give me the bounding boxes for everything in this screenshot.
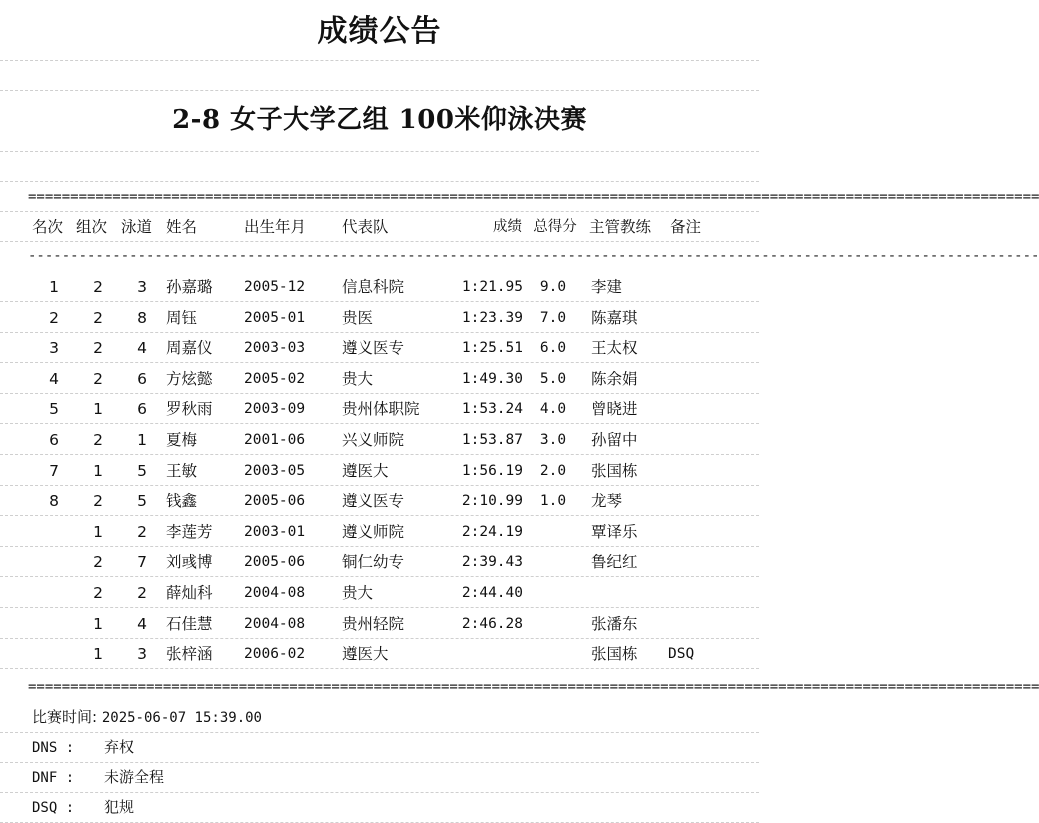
- cell-birth: 2004-08: [244, 615, 306, 632]
- cell-name: 钱鑫: [166, 492, 198, 511]
- cell-coach: 孙留中: [591, 431, 638, 449]
- match-time-label: 比赛时间:: [32, 708, 98, 726]
- cell-birth: 2004-08: [244, 585, 306, 601]
- cell-result: 1:25.51: [461, 340, 523, 357]
- cell-team: 贵医: [342, 308, 374, 327]
- separator: [0, 181, 759, 182]
- cell-birth: 2005-06: [244, 493, 306, 510]
- cell-name: 刘彧博: [166, 553, 213, 572]
- cell-name: 孙嘉璐: [166, 278, 213, 296]
- single-rule: ------------------------------------------------------------------------------------------------------------------------: [28, 248, 1039, 264]
- table-row: [0, 333, 759, 363]
- cell-team: 贵州轻院: [342, 614, 405, 633]
- cell-lane: 6: [137, 400, 147, 419]
- col-lane: 泳道: [121, 218, 153, 236]
- separator: [0, 60, 759, 61]
- cell-team: 遵义医专: [342, 339, 405, 358]
- table-row: [0, 303, 759, 333]
- col-rank: 名次: [32, 218, 64, 236]
- double-rule: ========================================================================================================================: [28, 189, 1039, 205]
- cell-birth: 2005-02: [244, 370, 306, 387]
- col-coach: 主管教练: [589, 218, 652, 236]
- cell-team: 贵大: [342, 369, 374, 388]
- page-title: 成绩公告: [317, 14, 442, 49]
- cell-coach: 张国栋: [591, 645, 638, 664]
- table-row: [0, 456, 759, 486]
- table-row: [0, 394, 759, 424]
- separator: [0, 762, 759, 763]
- cell-coach: 张国栋: [591, 461, 638, 480]
- col-result: 成绩: [493, 219, 522, 235]
- cell-lane: 6: [137, 369, 147, 388]
- separator: [0, 151, 759, 152]
- cell-result: 1:53.24: [461, 401, 523, 418]
- table-row: [0, 517, 759, 547]
- cell-points: 4.0: [539, 401, 567, 418]
- legend-item: [32, 794, 134, 820]
- cell-lane: 3: [137, 278, 147, 296]
- cell-name: 张梓涵: [166, 645, 213, 664]
- cell-points: 6.0: [539, 340, 567, 357]
- cell-result: 1:49.30: [461, 370, 523, 387]
- cell-rank: 4: [49, 369, 59, 388]
- table-row: [0, 425, 759, 455]
- cell-heat: 2: [93, 278, 103, 296]
- col-name: 姓名: [166, 218, 198, 236]
- cell-lane: 5: [137, 492, 147, 511]
- legend-code: DNF :: [32, 770, 75, 786]
- cell-lane: 3: [137, 645, 147, 664]
- event-title: 2-8 女子大学乙组 100米仰泳决赛: [172, 105, 587, 135]
- legend-item: [32, 734, 134, 760]
- cell-points: 1.0: [539, 493, 567, 510]
- cell-heat: 1: [93, 522, 103, 541]
- cell-birth: 2001-06: [244, 432, 306, 448]
- separator: [0, 792, 759, 793]
- match-time: [32, 704, 262, 730]
- cell-name: 周嘉仪: [166, 339, 213, 358]
- cell-rank: 3: [49, 339, 59, 358]
- cell-points: 2.0: [539, 462, 567, 479]
- double-rule: ========================================================================================================================: [28, 679, 1039, 695]
- cell-name: 罗秋雨: [166, 400, 213, 419]
- cell-lane: 4: [137, 339, 147, 358]
- cell-name: 石佳慧: [166, 614, 213, 633]
- cell-lane: 4: [137, 614, 147, 633]
- cell-result: 2:10.99: [461, 493, 523, 510]
- cell-points: 5.0: [539, 370, 567, 387]
- cell-coach: 王太权: [591, 339, 638, 358]
- cell-team: 遵义医专: [342, 492, 405, 511]
- cell-result: 2:44.40: [461, 585, 523, 601]
- cell-birth: 2006-02: [244, 646, 306, 663]
- cell-result: 2:39.43: [461, 554, 523, 571]
- col-team: 代表队: [342, 218, 389, 236]
- cell-team: 遵医大: [342, 461, 389, 480]
- cell-birth: 2005-12: [244, 279, 306, 295]
- separator: [0, 732, 759, 733]
- cell-heat: 2: [93, 584, 103, 602]
- table-row: [0, 609, 759, 639]
- cell-lane: 2: [137, 522, 147, 541]
- table-header: [0, 212, 759, 242]
- separator: [0, 241, 759, 242]
- cell-team: 遵医大: [342, 645, 389, 664]
- col-birth: 出生年月: [244, 218, 307, 236]
- cell-birth: 2003-03: [244, 340, 306, 357]
- cell-heat: 2: [93, 369, 103, 388]
- legend-code: DSQ :: [32, 800, 75, 816]
- cell-birth: 2003-01: [244, 523, 306, 540]
- cell-heat: 2: [93, 553, 103, 572]
- cell-heat: 1: [93, 614, 103, 633]
- cell-rank: 7: [49, 461, 59, 480]
- cell-rank: 5: [49, 400, 59, 419]
- separator: [0, 668, 759, 669]
- cell-points: 9.0: [539, 279, 567, 295]
- table-row: [0, 639, 759, 669]
- cell-rank: 8: [49, 492, 59, 511]
- cell-team: 铜仁幼专: [342, 553, 405, 572]
- table-row: [0, 272, 759, 302]
- cell-result: 1:56.19: [461, 462, 523, 479]
- cell-note: DSQ: [668, 646, 695, 663]
- cell-heat: 2: [93, 308, 103, 327]
- legend-meaning: 弃权: [104, 738, 135, 756]
- cell-name: 王敏: [166, 461, 198, 480]
- cell-coach: 曾晓进: [591, 400, 638, 419]
- cell-heat: 1: [93, 461, 103, 480]
- col-points: 总得分: [533, 219, 577, 235]
- cell-coach: 龙琴: [591, 492, 623, 511]
- cell-rank: 2: [49, 308, 59, 327]
- cell-points: 3.0: [539, 432, 567, 448]
- cell-birth: 2003-05: [244, 462, 306, 479]
- cell-lane: 2: [137, 584, 147, 602]
- cell-coach: 张潘东: [591, 614, 638, 633]
- legend-meaning: 未游全程: [104, 768, 165, 786]
- cell-lane: 1: [137, 431, 147, 449]
- cell-result: 1:53.87: [461, 432, 523, 448]
- cell-team: 兴义师院: [342, 431, 405, 449]
- cell-name: 方炫懿: [166, 369, 213, 388]
- cell-rank: 1: [49, 278, 59, 296]
- cell-heat: 2: [93, 492, 103, 511]
- cell-heat: 1: [93, 645, 103, 664]
- table-row: [0, 547, 759, 577]
- cell-coach: 陈嘉琪: [591, 308, 638, 327]
- legend-item: [32, 764, 164, 790]
- cell-points: 7.0: [539, 309, 567, 326]
- cell-team: 贵州体职院: [342, 400, 420, 419]
- table-row: [0, 486, 759, 516]
- cell-heat: 1: [93, 400, 103, 419]
- cell-coach: 李建: [591, 278, 623, 296]
- table-row: [0, 364, 759, 394]
- cell-birth: 2003-09: [244, 401, 306, 418]
- cell-team: 信息科院: [342, 278, 405, 296]
- cell-coach: 覃译乐: [591, 522, 638, 541]
- cell-birth: 2005-01: [244, 309, 306, 326]
- cell-lane: 8: [137, 308, 147, 327]
- cell-name: 薛灿科: [166, 584, 213, 602]
- cell-name: 李莲芳: [166, 522, 213, 541]
- cell-name: 夏梅: [166, 431, 198, 449]
- cell-result: 2:24.19: [461, 523, 523, 540]
- cell-team: 贵大: [342, 584, 374, 602]
- cell-birth: 2005-06: [244, 554, 306, 571]
- cell-lane: 7: [137, 553, 147, 572]
- separator: [0, 90, 759, 91]
- table-row: [0, 578, 759, 608]
- legend-meaning: 犯规: [104, 798, 135, 816]
- cell-name: 周钰: [166, 308, 198, 327]
- col-note: 备注: [670, 218, 702, 236]
- cell-result: 1:21.95: [461, 279, 523, 295]
- cell-result: 1:23.39: [461, 309, 523, 326]
- cell-coach: 陈余娟: [591, 369, 638, 388]
- cell-team: 遵义师院: [342, 522, 405, 541]
- cell-lane: 5: [137, 461, 147, 480]
- legend-code: DNS :: [32, 740, 75, 756]
- cell-heat: 2: [93, 431, 103, 449]
- cell-rank: 6: [49, 431, 59, 449]
- cell-result: 2:46.28: [461, 615, 523, 632]
- match-time-value: 2025-06-07 15:39.00: [101, 710, 262, 726]
- col-heat: 组次: [76, 218, 108, 236]
- cell-coach: 鲁纪红: [591, 553, 638, 572]
- cell-heat: 2: [93, 339, 103, 358]
